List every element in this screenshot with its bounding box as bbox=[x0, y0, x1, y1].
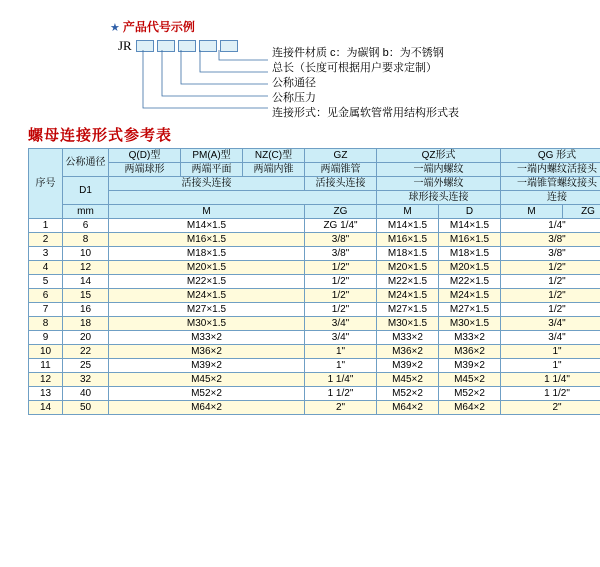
cell-qz-d: M36×2 bbox=[439, 345, 501, 359]
header-group-3: GZ bbox=[305, 149, 377, 163]
cell-qz-m: M22×1.5 bbox=[377, 275, 439, 289]
cell-qg-m: 3/8" bbox=[501, 233, 600, 247]
table-row bbox=[29, 219, 600, 233]
cell-dn: 14 bbox=[63, 275, 109, 289]
header-dn-d1: D1 bbox=[63, 177, 109, 205]
header-r2-4: 一端内螺纹 bbox=[377, 163, 501, 177]
table-row bbox=[29, 345, 600, 359]
cell-qz-m: M64×2 bbox=[377, 401, 439, 415]
cell-qz-d: M52×2 bbox=[439, 387, 501, 401]
cell-qz-m: M45×2 bbox=[377, 373, 439, 387]
header-r4-blank bbox=[109, 191, 377, 205]
header-unit-qg-m: M bbox=[501, 205, 563, 219]
cell-zg: 3/8" bbox=[305, 233, 377, 247]
cell-m: M33×2 bbox=[109, 331, 305, 345]
cell-dn: 12 bbox=[63, 261, 109, 275]
header-dn: 公称通径 bbox=[63, 149, 109, 177]
cell-qz-m: M39×2 bbox=[377, 359, 439, 373]
cell-qg-m: 3/4" bbox=[501, 331, 600, 345]
header-group-4: QZ形式 bbox=[377, 149, 501, 163]
star-icon: ★ bbox=[110, 22, 120, 34]
cell-qg-m: 1/2" bbox=[501, 303, 600, 317]
cell-dn: 18 bbox=[63, 317, 109, 331]
cell-m: M30×1.5 bbox=[109, 317, 305, 331]
page-title: 螺母连接形式参考表 bbox=[28, 127, 173, 144]
cell-m: M16×1.5 bbox=[109, 233, 305, 247]
cell-qz-d: M24×1.5 bbox=[439, 289, 501, 303]
cell-qg-m: 1/2" bbox=[501, 289, 600, 303]
cell-dn: 20 bbox=[63, 331, 109, 345]
header-group-2: NZ(C)型 bbox=[243, 149, 305, 163]
cell-seq: 10 bbox=[29, 345, 63, 359]
cell-qg-m: 3/8" bbox=[501, 247, 600, 261]
cell-qz-m: M14×1.5 bbox=[377, 219, 439, 233]
cell-seq: 4 bbox=[29, 261, 63, 275]
header-unit-zg: ZG bbox=[305, 205, 377, 219]
cell-dn: 10 bbox=[63, 247, 109, 261]
header-seq: 序号 bbox=[29, 149, 63, 219]
cell-qg-m: 3/4" bbox=[501, 317, 600, 331]
cell-qz-m: M16×1.5 bbox=[377, 233, 439, 247]
legend-item-list bbox=[272, 47, 459, 122]
table-row bbox=[29, 373, 600, 387]
cell-zg: 1/2" bbox=[305, 289, 377, 303]
cell-qz-m: M24×1.5 bbox=[377, 289, 439, 303]
cell-zg: 3/8" bbox=[305, 247, 377, 261]
header-unit-qz-m: M bbox=[377, 205, 439, 219]
cell-seq: 12 bbox=[29, 373, 63, 387]
header-r2-2: 两端内锥 bbox=[243, 163, 305, 177]
cell-dn: 40 bbox=[63, 387, 109, 401]
cell-zg: 1/2" bbox=[305, 275, 377, 289]
cell-seq: 7 bbox=[29, 303, 63, 317]
cell-qg-m: 1/2" bbox=[501, 275, 600, 289]
legend-item-3: 公称压力 bbox=[272, 92, 316, 104]
cell-dn: 6 bbox=[63, 219, 109, 233]
cell-m: M36×2 bbox=[109, 345, 305, 359]
cell-qg-m: 1 1/4" bbox=[501, 373, 600, 387]
header-unit-mm: mm bbox=[63, 205, 109, 219]
cell-qz-d: M27×1.5 bbox=[439, 303, 501, 317]
cell-seq: 11 bbox=[29, 359, 63, 373]
legend-item-4: 连接形式：见金属软管常用结构形式表 bbox=[272, 107, 459, 119]
cell-m: M22×1.5 bbox=[109, 275, 305, 289]
cell-qz-m: M33×2 bbox=[377, 331, 439, 345]
cell-seq: 13 bbox=[29, 387, 63, 401]
cell-qz-d: M45×2 bbox=[439, 373, 501, 387]
cell-seq: 6 bbox=[29, 289, 63, 303]
cell-qz-m: M27×1.5 bbox=[377, 303, 439, 317]
product-code-legend bbox=[0, 0, 600, 120]
cell-qz-d: M16×1.5 bbox=[439, 233, 501, 247]
cell-qz-m: M30×1.5 bbox=[377, 317, 439, 331]
cell-seq: 14 bbox=[29, 401, 63, 415]
cell-seq: 5 bbox=[29, 275, 63, 289]
header-r2-5: 一端内螺纹活接头 bbox=[501, 163, 600, 177]
cell-dn: 25 bbox=[63, 359, 109, 373]
table-row bbox=[29, 401, 600, 415]
table-row bbox=[29, 331, 600, 345]
cell-m: M45×2 bbox=[109, 373, 305, 387]
cell-dn: 8 bbox=[63, 233, 109, 247]
cell-qz-d: M64×2 bbox=[439, 401, 501, 415]
cell-m: M39×2 bbox=[109, 359, 305, 373]
header-r3-gz: 活接头连接 bbox=[305, 177, 377, 191]
header-unit-m: M bbox=[109, 205, 305, 219]
header-r2-3: 两端锥管 bbox=[305, 163, 377, 177]
cell-qg-m: 1/4" bbox=[501, 219, 600, 233]
table-row bbox=[29, 261, 600, 275]
cell-dn: 22 bbox=[63, 345, 109, 359]
cell-qg-m: 1" bbox=[501, 345, 600, 359]
header-r3-qz: 一端外螺纹 bbox=[377, 177, 501, 191]
cell-zg: ZG 1/4" bbox=[305, 219, 377, 233]
header-r4-qz: 球形接头连接 bbox=[377, 191, 501, 205]
cell-dn: 16 bbox=[63, 303, 109, 317]
cell-zg: 3/4" bbox=[305, 331, 377, 345]
cell-zg: 1 1/2" bbox=[305, 387, 377, 401]
header-r2-0: 两端球形 bbox=[109, 163, 181, 177]
cell-seq: 3 bbox=[29, 247, 63, 261]
cell-qg-m: 1" bbox=[501, 359, 600, 373]
cell-m: M64×2 bbox=[109, 401, 305, 415]
header-r3-qg: 一端锥管螺纹接头 bbox=[501, 177, 600, 191]
cell-seq: 8 bbox=[29, 317, 63, 331]
header-group-1: PM(A)型 bbox=[181, 149, 243, 163]
header-r2-1: 两端平面 bbox=[181, 163, 243, 177]
legend-title-text: 产品代号示例 bbox=[122, 20, 195, 34]
cell-qz-d: M18×1.5 bbox=[439, 247, 501, 261]
cell-zg: 1 1/4" bbox=[305, 373, 377, 387]
cell-qg-m: 1 1/2" bbox=[501, 387, 600, 401]
table-row bbox=[29, 387, 600, 401]
header-unit-qg-zg: ZG bbox=[563, 205, 600, 219]
header-r3-left: 活接头连接 bbox=[109, 177, 305, 191]
cell-zg: 2" bbox=[305, 401, 377, 415]
cell-qz-m: M18×1.5 bbox=[377, 247, 439, 261]
cell-qz-m: M20×1.5 bbox=[377, 261, 439, 275]
cell-qg-m: 1/2" bbox=[501, 261, 600, 275]
cell-dn: 32 bbox=[63, 373, 109, 387]
table-row bbox=[29, 289, 600, 303]
legend-item-2: 公称通径 bbox=[272, 77, 316, 89]
cell-qz-d: M33×2 bbox=[439, 331, 501, 345]
cell-m: M14×1.5 bbox=[109, 219, 305, 233]
cell-qz-d: M39×2 bbox=[439, 359, 501, 373]
cell-dn: 15 bbox=[63, 289, 109, 303]
cell-seq: 1 bbox=[29, 219, 63, 233]
cell-m: M24×1.5 bbox=[109, 289, 305, 303]
cell-qz-d: M22×1.5 bbox=[439, 275, 501, 289]
cell-seq: 2 bbox=[29, 233, 63, 247]
nut-connection-table bbox=[28, 148, 600, 415]
cell-zg: 3/4" bbox=[305, 317, 377, 331]
table-row bbox=[29, 359, 600, 373]
legend-item-0: 连接件材质 c：为碳钢 b：为不锈钢 bbox=[272, 47, 444, 59]
header-unit-qz-d: D bbox=[439, 205, 501, 219]
cell-zg: 1" bbox=[305, 345, 377, 359]
cell-zg: 1/2" bbox=[305, 261, 377, 275]
header-group-0: Q(D)型 bbox=[109, 149, 181, 163]
cell-zg: 1" bbox=[305, 359, 377, 373]
table-row bbox=[29, 317, 600, 331]
cell-qz-m: M52×2 bbox=[377, 387, 439, 401]
table-row bbox=[29, 247, 600, 261]
cell-qz-m: M36×2 bbox=[377, 345, 439, 359]
cell-m: M27×1.5 bbox=[109, 303, 305, 317]
table-row bbox=[29, 303, 600, 317]
cell-m: M20×1.5 bbox=[109, 261, 305, 275]
cell-seq: 9 bbox=[29, 331, 63, 345]
cell-dn: 50 bbox=[63, 401, 109, 415]
code-prefix: JR bbox=[118, 38, 132, 53]
cell-m: M52×2 bbox=[109, 387, 305, 401]
cell-qz-d: M14×1.5 bbox=[439, 219, 501, 233]
cell-qz-d: M30×1.5 bbox=[439, 317, 501, 331]
table-row bbox=[29, 275, 600, 289]
cell-qz-d: M20×1.5 bbox=[439, 261, 501, 275]
cell-m: M18×1.5 bbox=[109, 247, 305, 261]
legend-item-1: 总长（长度可根据用户要求定制） bbox=[272, 62, 437, 74]
header-group-5: QG 形式 bbox=[501, 149, 600, 163]
cell-zg: 1/2" bbox=[305, 303, 377, 317]
table-row bbox=[29, 233, 600, 247]
cell-qg-m: 2" bbox=[501, 401, 600, 415]
header-r4-qg: 连接 bbox=[501, 191, 600, 205]
